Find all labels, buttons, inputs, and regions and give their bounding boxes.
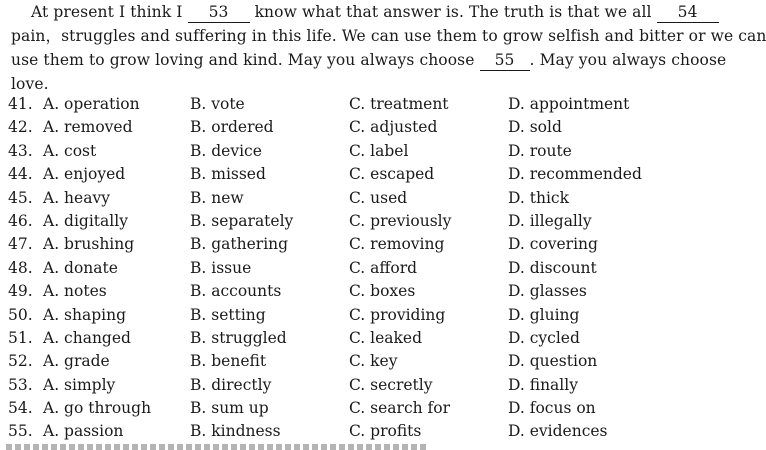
blank-54: 54 (657, 3, 719, 23)
option-c: C. removing (349, 235, 445, 254)
option-b: B. setting (190, 305, 266, 324)
option-b: B. issue (190, 258, 252, 277)
question-number: 50. (8, 305, 33, 324)
option-d: D. finally (508, 375, 578, 394)
option-d: D. cycled (508, 328, 580, 347)
option-a: A. enjoyed (43, 165, 126, 184)
question-row (8, 280, 668, 303)
question-number: 43. (8, 141, 33, 160)
option-a: A. shaping (43, 305, 127, 324)
question-row (8, 374, 668, 397)
option-d: D. glasses (508, 282, 587, 301)
option-c: C. afford (349, 258, 418, 277)
question-row (8, 140, 668, 163)
passage-text: At present I think I (31, 3, 183, 21)
question-number: 51. (8, 328, 33, 347)
option-b: B. device (190, 141, 262, 160)
question-row (8, 304, 668, 327)
option-b: B. benefit (190, 352, 267, 371)
question-row (8, 397, 668, 420)
option-a: A. heavy (43, 188, 110, 207)
passage (11, 0, 766, 96)
option-c: C. used (349, 188, 408, 207)
option-a: A. simply (43, 375, 116, 394)
option-d: D. appointment (508, 95, 630, 113)
option-d: D. route (508, 141, 572, 160)
question-row (8, 116, 668, 139)
option-a: A. grade (43, 352, 110, 371)
question-row (8, 350, 668, 373)
question-number: 45. (8, 188, 33, 207)
option-b: B. sum up (190, 399, 269, 418)
question-number: 53. (8, 375, 33, 394)
option-b: B. missed (190, 165, 266, 184)
option-d: D. covering (508, 235, 598, 254)
question-row (8, 163, 668, 186)
option-c: C. boxes (349, 282, 416, 301)
option-b: B. struggled (190, 328, 287, 347)
question-number: 44. (8, 165, 33, 184)
option-c: C. leaked (349, 328, 423, 347)
question-number: 54. (8, 399, 33, 418)
option-b: B. accounts (190, 282, 282, 301)
option-c: C. treatment (349, 95, 449, 113)
option-a: A. brushing (43, 235, 135, 254)
option-b: B. kindness (190, 422, 281, 441)
option-b: B. vote (190, 95, 245, 113)
passage-line-2 (11, 24, 766, 48)
option-d: D. focus on (508, 399, 596, 418)
option-d: D. question (508, 352, 598, 371)
passage-text: love. (11, 75, 49, 93)
question-number: 48. (8, 258, 33, 277)
option-c: C. providing (349, 305, 446, 324)
option-b: B. separately (190, 211, 294, 230)
question-number: 49. (8, 282, 33, 301)
question-row (8, 187, 668, 210)
option-c: C. search for (349, 399, 451, 418)
option-a: A. cost (43, 141, 97, 160)
option-a: A. removed (43, 118, 133, 137)
passage-text: use them to grow loving and kind. May you always choose (11, 51, 475, 69)
passage-line-3 (11, 48, 727, 72)
passage-line-1 (11, 0, 698, 24)
passage-text: . May you always choose (529, 51, 727, 69)
question-row (8, 327, 668, 350)
option-c: C. label (349, 141, 409, 160)
option-c: C. escaped (349, 165, 435, 184)
option-a: A. digitally (43, 211, 128, 230)
option-b: B. ordered (190, 118, 274, 137)
option-b: B. directly (190, 375, 272, 394)
question-number: 52. (8, 352, 33, 371)
option-a: A. donate (43, 258, 118, 277)
option-a: A. notes (43, 282, 107, 301)
question-number: 55. (8, 422, 33, 441)
question-row (8, 420, 668, 443)
blank-55: 55 (480, 51, 530, 71)
option-c: C. key (349, 352, 398, 371)
question-number: 46. (8, 211, 33, 230)
question-number: 41. (8, 95, 33, 113)
option-d: D. sold (508, 118, 562, 137)
question-row (8, 233, 668, 256)
option-a: A. operation (43, 95, 140, 113)
option-c: C. profits (349, 422, 422, 441)
question-row (8, 210, 668, 233)
option-a: A. passion (43, 422, 124, 441)
passage-text: know what that answer is. The truth is that we all (254, 3, 652, 21)
option-c: C. adjusted (349, 118, 438, 137)
option-d: D. gluing (508, 305, 580, 324)
option-d: D. discount (508, 258, 597, 277)
option-a: A. changed (43, 328, 131, 347)
cut-off-next-line (6, 444, 426, 450)
blank-53: 53 (188, 3, 250, 23)
question-number: 42. (8, 118, 33, 137)
question-row (8, 93, 668, 116)
options-list (8, 93, 668, 444)
question-row (8, 257, 668, 280)
option-a: A. go through (43, 399, 152, 418)
option-d: D. illegally (508, 211, 592, 230)
passage-text: pain，struggles and suffering in this life. We can use them to grow selfish and bitter or we can (11, 27, 766, 45)
option-b: B. new (190, 188, 244, 207)
option-c: C. secretly (349, 375, 433, 394)
option-b: B. gathering (190, 235, 289, 254)
option-d: D. thick (508, 188, 569, 207)
option-c: C. previously (349, 211, 452, 230)
option-d: D. evidences (508, 422, 608, 441)
option-d: D. recommended (508, 165, 642, 184)
question-number: 47. (8, 235, 33, 254)
